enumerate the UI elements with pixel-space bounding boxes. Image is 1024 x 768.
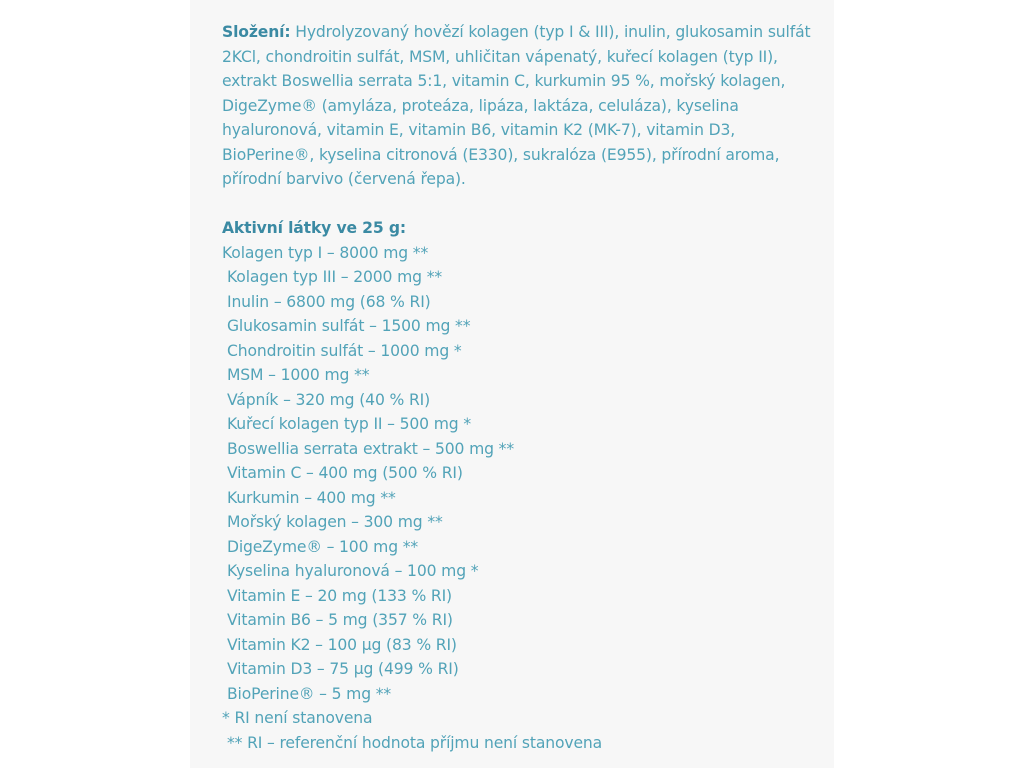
list-item: Kuřecí kolagen typ II – 500 mg * (227, 415, 471, 433)
composition-paragraph (222, 20, 812, 192)
list-item: Vitamin B6 – 5 mg (357 % RI) (227, 611, 453, 629)
list-item: Inulin – 6800 mg (68 % RI) (227, 292, 431, 311)
list-item: Vitamin K2 – 100 µg (83 % RI) (227, 635, 457, 654)
active-substances-heading: Aktivní látky ve 25 g: (222, 219, 406, 237)
list-item: Kurkumin – 400 mg ** (227, 488, 396, 507)
composition-text: Hydrolyzovaný hovězí kolagen (typ I & III), inulin, glukosamin sulfát 2KCl, chondroitin sulfát, MSM, uhličitan vápenatý, kuřecí kolagen (typ II), extrakt Boswellia serrata 5:1, vitamin C, kurkumin 95 %, mořský kolagen, DigeZyme® (amyláza, proteáza, lipáza, laktáza, celuláza), kyselina hyaluronová, vitamin E, vitamin B6, vitamin K2 (MK-7), vitamin D3, BioPerine®, kyselina citronová (E330), sukralóza (E955), přírodní aroma, přírodní barvivo (červená řepa). (222, 23, 811, 188)
list-item: Boswellia serrata extrakt – 500 mg ** (227, 439, 514, 458)
document-page (190, 0, 834, 768)
ingredients-content (222, 20, 812, 755)
list-item: Vitamin E – 20 mg (133 % RI) (227, 586, 452, 605)
footnote-single-asterisk: * RI není stanovena (222, 709, 373, 727)
list-item: Mořský kolagen – 300 mg ** (227, 513, 443, 531)
list-item: Vápník – 320 mg (40 % RI) (227, 390, 431, 409)
list-item: Kolagen typ I – 8000 mg ** (222, 243, 429, 262)
list-item: MSM – 1000 mg ** (227, 366, 370, 384)
list-item: Kyselina hyaluronová – 100 mg * (227, 562, 479, 580)
list-item: Kolagen typ III – 2000 mg ** (227, 268, 442, 286)
list-item: BioPerine® – 5 mg ** (227, 684, 392, 703)
list-item: Vitamin D3 – 75 µg (499 % RI) (227, 660, 459, 678)
composition-label: Složení: (222, 23, 291, 41)
list-item: Glukosamin sulfát – 1500 mg ** (227, 317, 471, 335)
list-item: Vitamin C – 400 mg (500 % RI) (227, 464, 463, 482)
footnote-double-asterisk: ** RI – referenční hodnota příjmu není stanovena (227, 733, 603, 752)
list-item: Chondroitin sulfát – 1000 mg * (227, 341, 462, 360)
active-substances-list (222, 241, 812, 756)
list-item: DigeZyme® – 100 mg ** (227, 537, 419, 556)
